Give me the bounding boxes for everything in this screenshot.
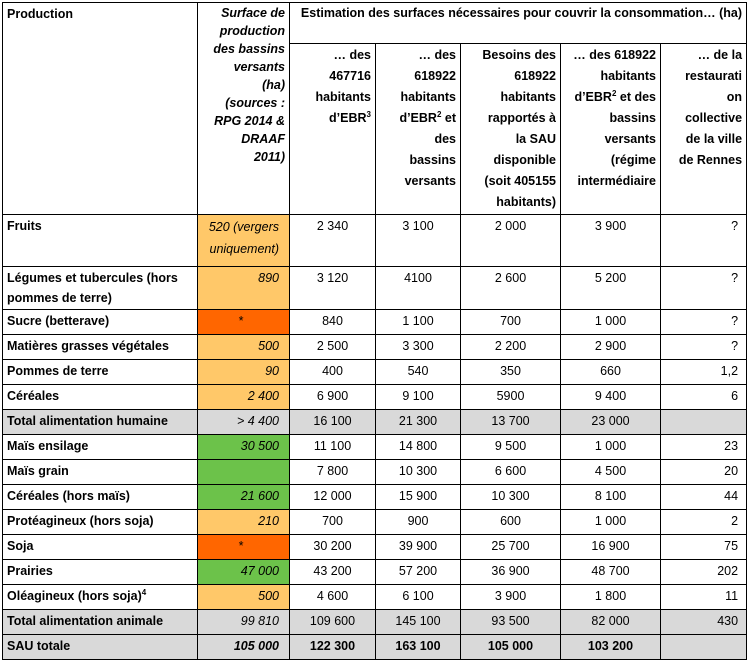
value-cell: 21 300 xyxy=(376,410,461,435)
row-label: Légumes et tubercules (hors pommes de terre) xyxy=(3,267,198,310)
header-surface-line: (ha) xyxy=(262,78,285,92)
value-cell: 36 900 xyxy=(461,560,561,585)
value-cell: 43 200 xyxy=(290,560,376,585)
value-cell: 660 xyxy=(561,360,661,385)
value-cell: 5900 xyxy=(461,385,561,410)
value-cell: 122 300 xyxy=(290,635,376,660)
surface-cell: 21 600 xyxy=(198,485,290,510)
row-label: Protéagineux (hors soja) xyxy=(3,510,198,535)
value-cell: 4100 xyxy=(376,267,461,310)
row-label: Pommes de terre xyxy=(3,360,198,385)
value-cell: 430 xyxy=(661,610,747,635)
value-cell: 93 500 xyxy=(461,610,561,635)
row-label: Soja xyxy=(3,535,198,560)
row-label: Maïs grain xyxy=(3,460,198,485)
value-cell: 105 000 xyxy=(461,635,561,660)
header-surface-line: production xyxy=(219,24,285,38)
value-cell: 48 700 xyxy=(561,560,661,585)
value-cell: 2 500 xyxy=(290,335,376,360)
value-cell: 23 xyxy=(661,435,747,460)
row-label: Fruits xyxy=(3,215,198,267)
surface-cell: 47 000 xyxy=(198,560,290,585)
value-cell: 9 100 xyxy=(376,385,461,410)
surface-cell: > 4 400 xyxy=(198,410,290,435)
value-cell: 44 xyxy=(661,485,747,510)
row-label: Total alimentation animale xyxy=(3,610,198,635)
table-row xyxy=(3,410,747,435)
value-cell: 3 900 xyxy=(461,585,561,610)
value-cell: 145 100 xyxy=(376,610,461,635)
row-label: Prairies xyxy=(3,560,198,585)
surface-cell: 520 (vergers uniquement) xyxy=(198,215,290,267)
value-cell: 600 xyxy=(461,510,561,535)
table-row xyxy=(3,385,747,410)
header-surface-line: (sources : xyxy=(225,96,285,110)
value-cell: ? xyxy=(661,310,747,335)
table-row xyxy=(3,510,747,535)
value-cell: 7 800 xyxy=(290,460,376,485)
value-cell: 11 xyxy=(661,585,747,610)
value-cell: 8 100 xyxy=(561,485,661,510)
surface-cell: * xyxy=(198,310,290,335)
value-cell: 13 700 xyxy=(461,410,561,435)
value-cell: 2 340 xyxy=(290,215,376,267)
header-production: Production xyxy=(3,3,198,215)
value-cell: 10 300 xyxy=(461,485,561,510)
header-estimation: Estimation des surfaces nécessaires pour couvrir la consommation… (ha) xyxy=(290,3,747,44)
value-cell: 1 000 xyxy=(561,435,661,460)
header-surface-line: DRAAF xyxy=(241,132,285,146)
value-cell: 350 xyxy=(461,360,561,385)
value-cell: 39 900 xyxy=(376,535,461,560)
value-cell: 202 xyxy=(661,560,747,585)
value-cell: 82 000 xyxy=(561,610,661,635)
value-cell: 3 300 xyxy=(376,335,461,360)
table-row xyxy=(3,310,747,335)
value-cell: 15 900 xyxy=(376,485,461,510)
value-cell: 14 800 xyxy=(376,435,461,460)
row-label: SAU totale xyxy=(3,635,198,660)
value-cell: 20 xyxy=(661,460,747,485)
value-cell: 11 100 xyxy=(290,435,376,460)
header-sub-3: Besoins des 618922 habitants rapportés à la SAU disponible (soit 405155 habitants) xyxy=(461,44,561,215)
header-surface-line: 2011) xyxy=(253,150,285,164)
header-surface xyxy=(198,3,290,215)
header-sub-4: … des 618922 habitants d’EBR$^2$ et des bassins versants (régime intermédiaire xyxy=(561,44,661,215)
value-cell: 163 100 xyxy=(376,635,461,660)
value-cell: 6 100 xyxy=(376,585,461,610)
value-cell: ? xyxy=(661,335,747,360)
value-cell: 23 000 xyxy=(561,410,661,435)
value-cell: 1,2 xyxy=(661,360,747,385)
row-label: Matières grasses végétales xyxy=(3,335,198,360)
row-label: Oléagineux (hors soja)$^4$ xyxy=(3,585,198,610)
value-cell: 2 200 xyxy=(461,335,561,360)
value-cell: 6 600 xyxy=(461,460,561,485)
table-row xyxy=(3,335,747,360)
table-row xyxy=(3,267,747,310)
value-cell: 30 200 xyxy=(290,535,376,560)
value-cell: 2 900 xyxy=(561,335,661,360)
value-cell: 3 120 xyxy=(290,267,376,310)
value-cell: 5 200 xyxy=(561,267,661,310)
value-cell: ? xyxy=(661,215,747,267)
header-surface-line: des bassins xyxy=(213,42,285,56)
value-cell: 9 400 xyxy=(561,385,661,410)
value-cell: 3 100 xyxy=(376,215,461,267)
value-cell: 103 200 xyxy=(561,635,661,660)
surface-cell: 99 810 xyxy=(198,610,290,635)
value-cell: 2 xyxy=(661,510,747,535)
surface-cell: 500 xyxy=(198,335,290,360)
table-row xyxy=(3,460,747,485)
value-cell: 1 000 xyxy=(561,310,661,335)
header-row-1 xyxy=(3,3,747,44)
value-cell: 57 200 xyxy=(376,560,461,585)
value-cell: 700 xyxy=(461,310,561,335)
value-cell: 9 500 xyxy=(461,435,561,460)
value-cell: 540 xyxy=(376,360,461,385)
value-cell: 10 300 xyxy=(376,460,461,485)
row-label: Total alimentation humaine xyxy=(3,410,198,435)
value-cell: 4 600 xyxy=(290,585,376,610)
value-cell xyxy=(661,635,747,660)
header-surface-line: Surface de xyxy=(221,6,285,20)
header-surface-line: RPG 2014 & xyxy=(214,114,285,128)
row-label: Céréales xyxy=(3,385,198,410)
value-cell: 900 xyxy=(376,510,461,535)
value-cell: 75 xyxy=(661,535,747,560)
value-cell: 3 900 xyxy=(561,215,661,267)
table-row xyxy=(3,485,747,510)
header-sub-5: … de la restaurati on collective de la ville de Rennes xyxy=(661,44,747,215)
row-label: Sucre (betterave) xyxy=(3,310,198,335)
value-cell xyxy=(661,410,747,435)
value-cell: 840 xyxy=(290,310,376,335)
value-cell: 16 100 xyxy=(290,410,376,435)
value-cell: 6 xyxy=(661,385,747,410)
table-row xyxy=(3,585,747,610)
row-label: Maïs ensilage xyxy=(3,435,198,460)
row-label: Céréales (hors maïs) xyxy=(3,485,198,510)
surface-cell: 210 xyxy=(198,510,290,535)
surface-table xyxy=(2,2,747,660)
header-sub-2: … des 618922 habitants d’EBR$^2$ et des bassins versants xyxy=(376,44,461,215)
surface-cell: 500 xyxy=(198,585,290,610)
value-cell: 12 000 xyxy=(290,485,376,510)
value-cell: 700 xyxy=(290,510,376,535)
surface-cell: * xyxy=(198,535,290,560)
value-cell: 2 600 xyxy=(461,267,561,310)
table-row xyxy=(3,435,747,460)
value-cell: 1 800 xyxy=(561,585,661,610)
table-row xyxy=(3,635,747,660)
table-row xyxy=(3,535,747,560)
value-cell: 6 900 xyxy=(290,385,376,410)
table-row xyxy=(3,610,747,635)
table-row xyxy=(3,360,747,385)
surface-cell: 30 500 xyxy=(198,435,290,460)
surface-cell: 105 000 xyxy=(198,635,290,660)
table-row xyxy=(3,215,747,267)
value-cell: 109 600 xyxy=(290,610,376,635)
value-cell: 25 700 xyxy=(461,535,561,560)
value-cell: 1 100 xyxy=(376,310,461,335)
surface-cell: 2 400 xyxy=(198,385,290,410)
surface-cell: 890 xyxy=(198,267,290,310)
value-cell: 2 000 xyxy=(461,215,561,267)
table-row xyxy=(3,560,747,585)
header-surface-line: versants xyxy=(233,60,285,74)
value-cell: 4 500 xyxy=(561,460,661,485)
value-cell: 1 000 xyxy=(561,510,661,535)
surface-cell: 90 xyxy=(198,360,290,385)
header-sub-1: … des 467716 habitants d’EBR$^3$ xyxy=(290,44,376,215)
value-cell: 400 xyxy=(290,360,376,385)
value-cell: 16 900 xyxy=(561,535,661,560)
value-cell: ? xyxy=(661,267,747,310)
surface-cell xyxy=(198,460,290,485)
